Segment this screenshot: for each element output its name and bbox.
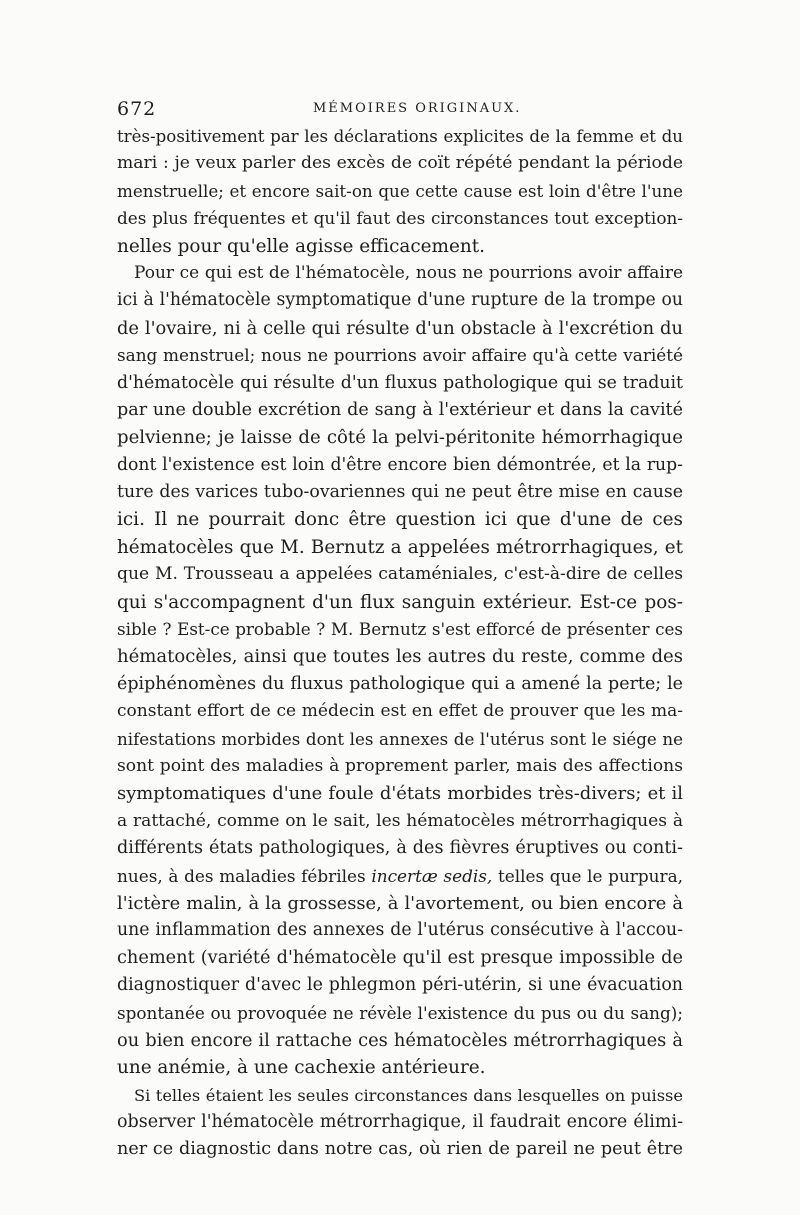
text-line: hématocèles, ainsi que toutes les autres du reste, comme des — [117, 646, 683, 668]
text-line: une inflammation des annexes de l'utérus consécutive à l'accou- — [117, 920, 683, 941]
text-line: ou bien encore il rattache ces hématocèles métrorrhagiques à — [117, 1029, 683, 1051]
paragraph-2 — [117, 260, 683, 1082]
text-line: pelvienne; je laisse de côté la pelvi-péritonite hémorrhagique — [117, 427, 683, 449]
text-line: ici. Il ne pourrait donc être question ici que d'une de ces — [117, 509, 683, 531]
text-line: Si telles étaient les seules circonstances dans lesquelles on puisse — [134, 1085, 683, 1105]
italic-latin-phrase: incertæ sedis, — [371, 865, 493, 886]
line-text-before: nues, à des maladies fébriles — [117, 865, 372, 886]
line-text-after: telles que le purpura, — [492, 865, 683, 886]
page-header — [117, 98, 683, 124]
text-line: l'ictère malin, à la grossesse, à l'avortement, ou bien encore à — [117, 892, 683, 914]
text-line: très-positivement par les déclarations explicites de la femme et du — [117, 127, 683, 146]
paragraph-1 — [117, 123, 683, 260]
text-line: mari : je veux parler des excès de coït répété pendant la période — [117, 153, 683, 174]
text-line: une anémie, à une cachexie antérieure. — [117, 1057, 486, 1079]
text-line: de l'ovaire, ni à celle qui résulte d'un obstacle à l'excrétion du — [117, 317, 683, 339]
text-line: symptomatiques d'une foule d'états morbides très-divers; et il — [117, 783, 683, 805]
text-line: ner ce diagnostic dans notre cas, où rien de pareil ne peut être — [117, 1139, 683, 1160]
text-line: observer l'hématocèle métrorrhagique, il faudrait encore élimi- — [117, 1112, 683, 1133]
text-line: qui s'accompagnent d'un flux sanguin extérieur. Est-ce pos- — [117, 591, 683, 613]
page-number: 672 — [117, 98, 157, 120]
text-line: diagnostiquer d'avec le phlegmon péri-utérin, si une évacuation — [117, 975, 683, 996]
text-line: sang menstruel; nous ne pourrions avoir affaire qu'à cette variété — [117, 345, 683, 366]
text-line: menstruelle; et encore sait-on que cette cause est loin d'être l'une — [117, 180, 683, 201]
text-line: hématocèles que M. Bernutz a appelées métrorrhagiques, et — [117, 536, 683, 558]
text-line: nifestations morbides dont les annexes de l'utérus sont le siége ne — [117, 729, 683, 749]
body-text — [117, 123, 683, 1164]
text-line: ture des varices tubo-ovariennes qui ne peut être mise en cause — [117, 482, 683, 503]
text-line: d'hématocèle qui résulte d'un fluxus pathologique qui se traduit — [117, 372, 683, 393]
text-line: dont l'existence est loin d'être encore bien démontrée, et la rup- — [117, 454, 683, 475]
text-line: a rattaché, comme on le sait, les hématocèles métrorrhagiques à — [117, 810, 683, 831]
text-line: nelles pour qu'elle agisse efficacement. — [117, 235, 485, 257]
text-line: sible ? Est-ce probable ? M. Bernutz s'est efforcé de présenter ces — [117, 619, 683, 640]
text-line: chement (variété d'hématocèle qu'il est presque impossible de — [117, 947, 683, 968]
text-line: que M. Trousseau a appelées cataméniales, c'est-à-dire de celles — [117, 564, 683, 585]
text-line: Pour ce qui est de l'hématocèle, nous ne pourrions avoir affaire — [134, 262, 683, 283]
text-line: épiphénomènes du fluxus pathologique qui a amené la perte; le — [117, 673, 683, 694]
text-line: différents états pathologiques, à des fièvres éruptives ou conti- — [117, 838, 683, 859]
running-head: MÉMOIRES ORIGINAUX. — [313, 101, 522, 116]
text-line: ici à l'hématocèle symptomatique d'une rupture de la trompe ou — [117, 290, 683, 311]
text-line: spontanée ou provoquée ne révèle l'existence du pus ou du sang); — [117, 1002, 683, 1023]
text-line: constant effort de ce médecin est en effet de prouver que les ma- — [117, 701, 683, 722]
text-line: sont point des maladies à proprement parler, mais des affections — [117, 755, 683, 776]
paragraph-3 — [117, 1082, 683, 1164]
text-line-with-italic — [117, 863, 683, 890]
text-line: des plus fréquentes et qu'il faut des circonstances tout exception- — [117, 208, 683, 229]
text-line: par une double excrétion de sang à l'extérieur et dans la cavité — [117, 399, 683, 420]
